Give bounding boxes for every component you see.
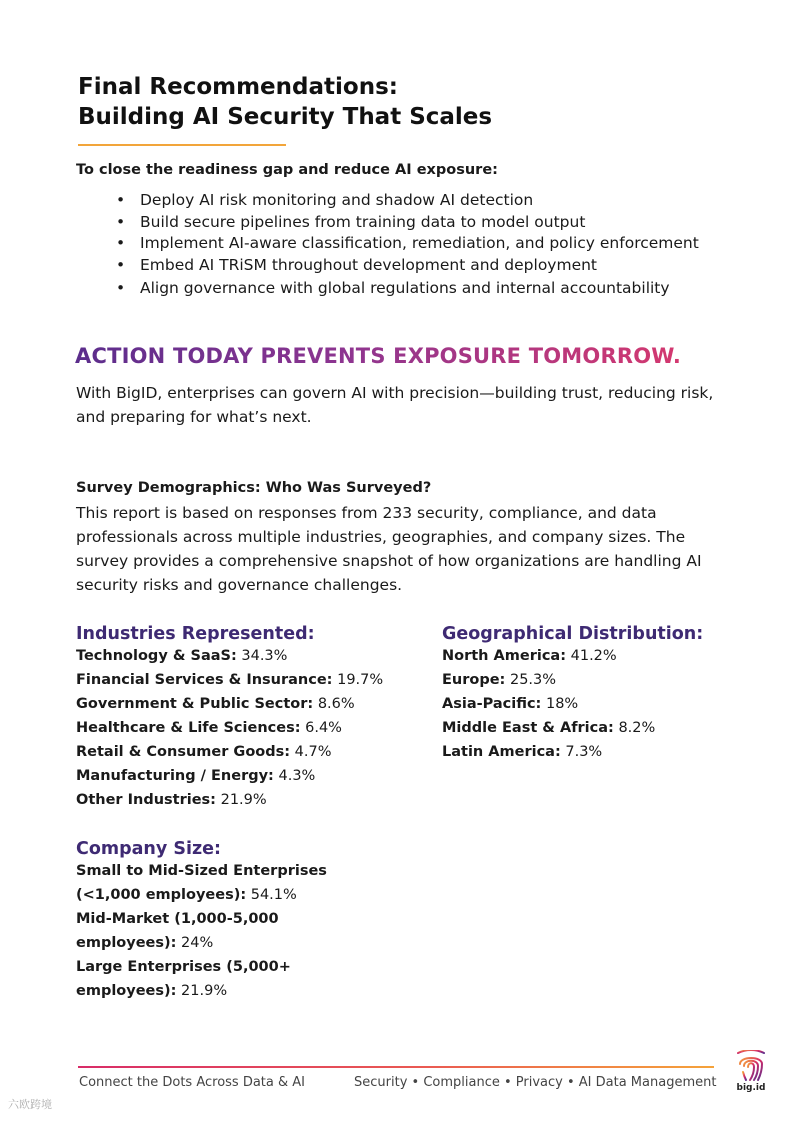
- survey-heading: Survey Demographics: Who Was Surveyed?: [76, 480, 432, 496]
- list-item: • Build secure pipelines from training data to model output: [116, 212, 716, 234]
- list-item: [76, 788, 416, 812]
- footer-divider: [78, 1066, 714, 1068]
- watermark: 六欧跨境: [8, 1098, 52, 1111]
- company-size-section: [76, 839, 376, 1003]
- list-item: [442, 740, 762, 764]
- recommendations-list: [116, 190, 716, 300]
- stat-value: 4.3%: [278, 768, 316, 784]
- list-item: [76, 692, 416, 716]
- title-underline: [78, 144, 286, 146]
- stat-label: Asia-Pacific:: [442, 696, 542, 712]
- stat-label: Small to Mid-Sized Enterprises (<1,000 employees):: [76, 863, 327, 903]
- stat-label: Healthcare & Life Sciences:: [76, 720, 301, 736]
- closing-paragraph: With BigID, enterprises can govern AI with precision—building trust, reducing risk, and preparing for what’s next.: [76, 384, 714, 426]
- list-item: [76, 740, 416, 764]
- list-item: [76, 907, 356, 955]
- recommendations-intro: To close the readiness gap and reduce AI exposure:: [76, 162, 498, 178]
- stat-value: 8.2%: [618, 720, 656, 736]
- industries-section: [76, 624, 416, 812]
- company-size-title: Company Size:: [76, 839, 222, 859]
- list-item: • Align governance with global regulations and internal accountability: [116, 278, 716, 300]
- list-item: [442, 668, 762, 692]
- stat-label: Middle East & Africa:: [442, 720, 614, 736]
- company-size-list: [76, 859, 356, 1003]
- stat-value: 41.2%: [570, 648, 617, 664]
- fingerprint-icon: [734, 1050, 768, 1082]
- stat-value: 21.9%: [181, 983, 228, 999]
- industries-title: Industries Represented:: [76, 624, 315, 644]
- stat-value: 18%: [545, 696, 579, 712]
- stat-label: Government & Public Sector:: [76, 696, 314, 712]
- stat-label: Manufacturing / Energy:: [76, 768, 274, 784]
- page-title-line-1: Final Recommendations:: [78, 74, 398, 100]
- list-item: [76, 859, 356, 907]
- stat-value: 54.1%: [250, 887, 297, 903]
- page-title: [78, 72, 492, 132]
- stat-label: Large Enterprises (5,000+ employees):: [76, 959, 291, 999]
- stat-value: 4.7%: [294, 744, 332, 760]
- survey-description: This report is based on responses from 233 security, compliance, and data professionals across multiple industries, geographies, and company sizes. The survey provides a comprehensive snapshot of how organizations are handling AI security risks and governance challenges.: [76, 504, 702, 594]
- stat-label: Other Industries:: [76, 792, 216, 808]
- list-item: [76, 764, 416, 788]
- stat-value: 19.7%: [337, 672, 384, 688]
- list-item: • Deploy AI risk monitoring and shadow AI detection: [116, 190, 716, 212]
- industries-list: [76, 644, 416, 812]
- geography-section: [442, 624, 762, 764]
- footer-tagline: Connect the Dots Across Data & AI: [79, 1075, 305, 1090]
- stat-label: Europe:: [442, 672, 506, 688]
- stat-label: Mid-Market (1,000-5,000 employees):: [76, 911, 279, 951]
- geography-title: Geographical Distribution:: [442, 624, 704, 644]
- footer-categories: Security • Compliance • Privacy • AI Data Management: [354, 1075, 717, 1090]
- stat-value: 24%: [181, 935, 214, 951]
- geography-list: [442, 644, 762, 764]
- list-item: [442, 716, 762, 740]
- headline-banner: ACTION TODAY PREVENTS EXPOSURE TOMORROW.: [75, 344, 682, 368]
- list-item: [442, 692, 762, 716]
- stat-value: 8.6%: [317, 696, 355, 712]
- list-item: • Implement AI-aware classification, remediation, and policy enforcement: [116, 233, 716, 255]
- stat-value: 25.3%: [509, 672, 557, 688]
- stat-label: Latin America:: [442, 744, 561, 760]
- stat-value: 34.3%: [241, 648, 288, 664]
- stat-label: Retail & Consumer Goods:: [76, 744, 291, 760]
- stat-value: 21.9%: [220, 792, 267, 808]
- stat-label: Technology & SaaS:: [76, 648, 237, 664]
- stat-value: 6.4%: [305, 720, 342, 736]
- stat-label: Financial Services & Insurance:: [76, 672, 333, 688]
- list-item: • Embed AI TRiSM throughout development and deployment: [116, 255, 716, 277]
- page-title-line-2: Building AI Security That Scales: [78, 104, 493, 130]
- stat-value: 7.3%: [565, 744, 603, 760]
- list-item: [76, 644, 416, 668]
- bigid-logo: [734, 1050, 768, 1100]
- list-item: [442, 644, 762, 668]
- logo-wordmark: big.id: [736, 1083, 766, 1093]
- list-item: [76, 716, 416, 740]
- stat-label: North America:: [442, 648, 567, 664]
- list-item: [76, 668, 416, 692]
- list-item: [76, 955, 356, 1003]
